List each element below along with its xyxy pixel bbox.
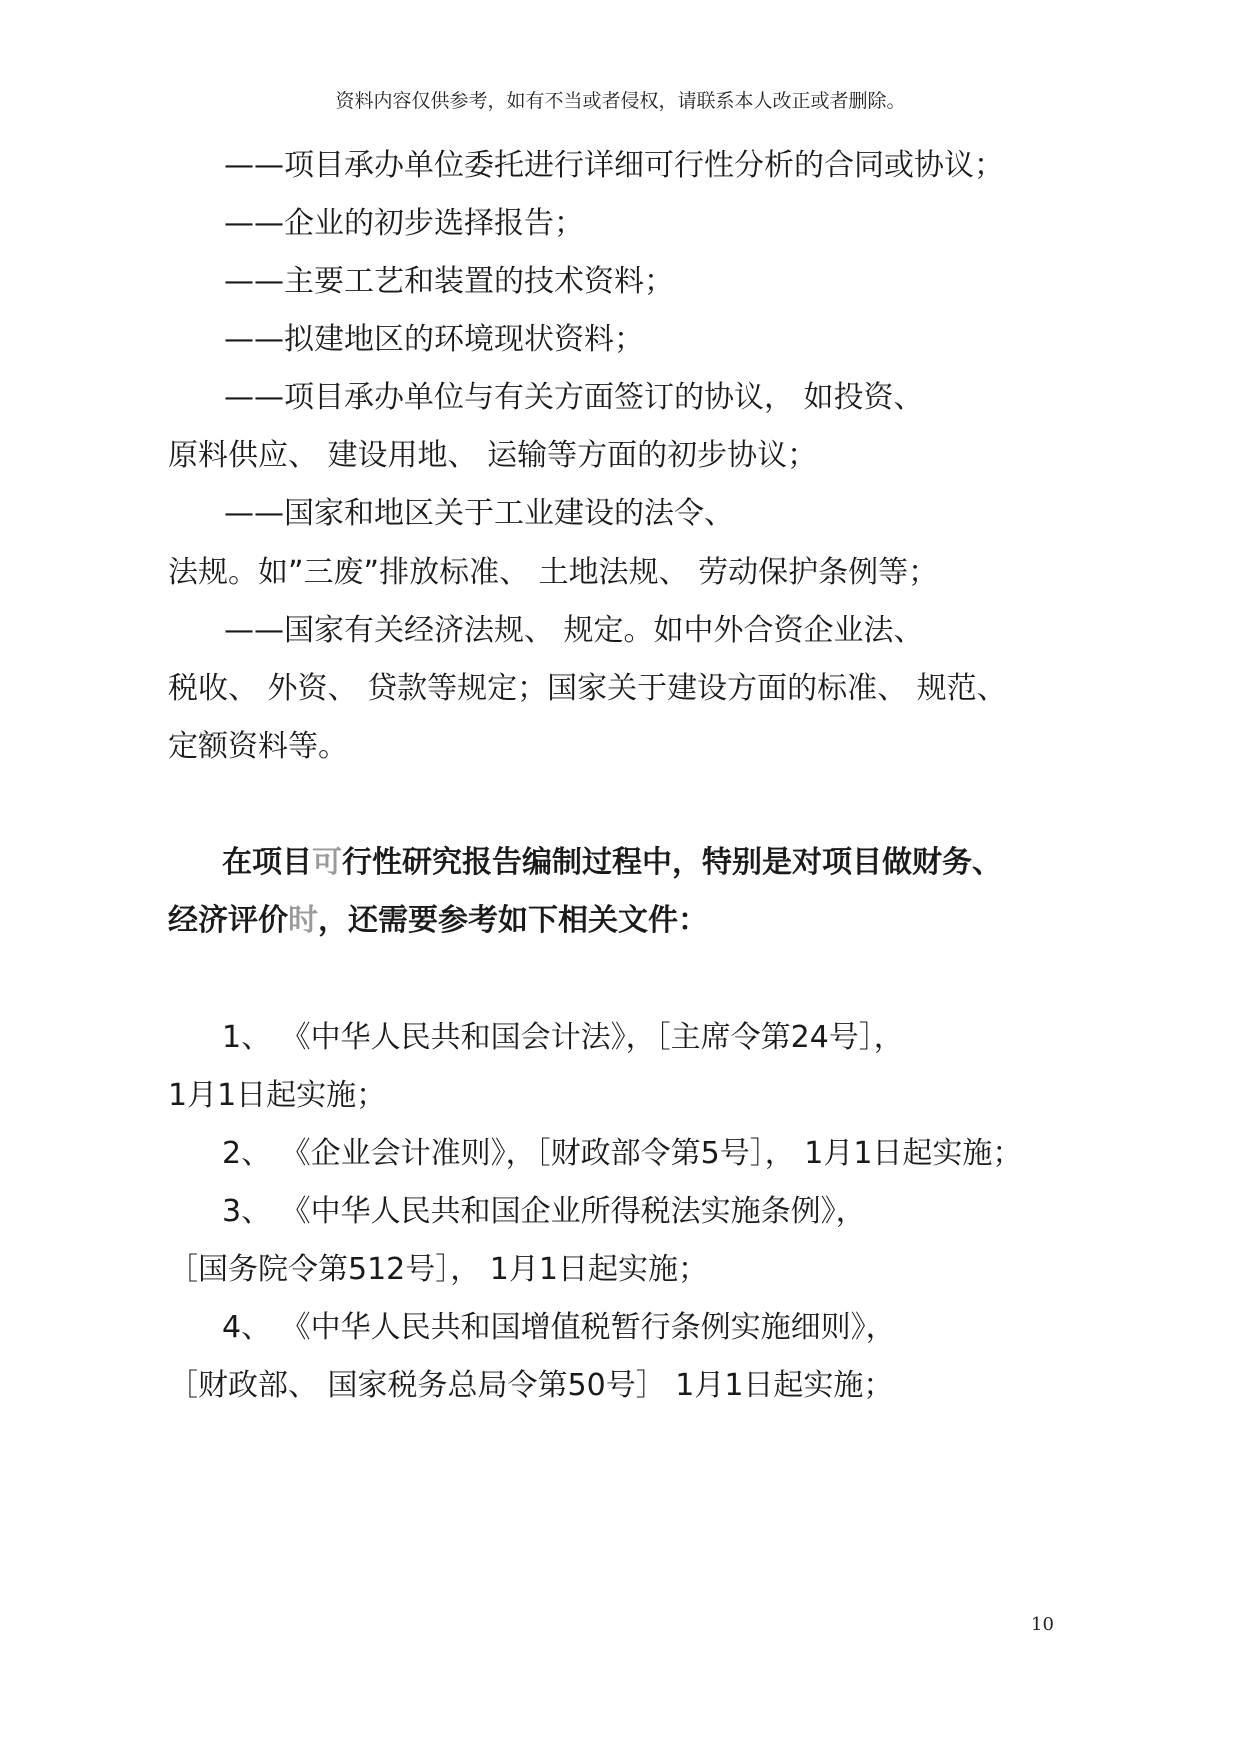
heading-text: 在项目 <box>222 845 312 880</box>
reference-item: 4、 《中华人民共和国增值税暂行条例实施细则》， <box>222 1310 896 1345</box>
page-header-disclaimer: 资料内容仅供参考，如有不当或者侵权，请联系本人改正或者删除。 <box>335 90 906 112</box>
page-number: 10 <box>1031 1614 1054 1635</box>
heading-text: 可 <box>312 845 342 880</box>
reference-item-continuation: 1月1日起实施； <box>168 1078 387 1113</box>
list-item-continuation: 原料供应、 建设用地、 运输等方面的初步协议； <box>168 438 818 473</box>
section-heading-line2 <box>168 903 708 939</box>
list-item: ——主要工艺和装置的技术资料； <box>224 264 674 299</box>
list-item-continuation: 法规。如”三废”排放标准、 土地法规、 劳动保护条例等； <box>168 555 939 590</box>
list-item: ——企业的初步选择报告； <box>224 206 584 241</box>
reference-item-continuation: ［国务院令第512号］， 1月1日起实施； <box>168 1252 708 1287</box>
reference-item: 1、 《中华人民共和国会计法》，［主席令第24号］， <box>222 1020 904 1055</box>
list-item: ——国家有关经济法规、 规定。如中外合资企业法、 <box>224 613 924 648</box>
list-item: ——项目承办单位委托进行详细可行性分析的合同或协议； <box>224 148 1004 183</box>
list-item: ——国家和地区关于工业建设的法令、 <box>224 496 734 531</box>
reference-item: 2、 《企业会计准则》，［财政部令第5号］， 1月1日起实施； <box>222 1136 1023 1171</box>
heading-text: 行性研究报告编制过程中，特别是对项目做财务、 <box>342 845 1002 880</box>
reference-item: 3、 《中华人民共和国企业所得税法实施条例》， <box>222 1194 866 1229</box>
list-item-continuation: 定额资料等。 <box>168 729 348 764</box>
section-heading-line1 <box>222 845 1002 881</box>
list-item: ——项目承办单位与有关方面签订的协议， 如投资、 <box>224 380 924 415</box>
heading-text: 时 <box>288 903 318 938</box>
reference-item-continuation: ［财政部、 国家税务总局令第50号］ 1月1日起实施； <box>168 1368 894 1403</box>
list-item: ——拟建地区的环境现状资料； <box>224 322 644 357</box>
list-item-continuation: 税收、 外资、 贷款等规定；国家关于建设方面的标准、 规范、 <box>168 671 1007 706</box>
heading-text: ，还需要参考如下相关文件： <box>318 903 708 938</box>
heading-text: 经济评价 <box>168 903 288 938</box>
